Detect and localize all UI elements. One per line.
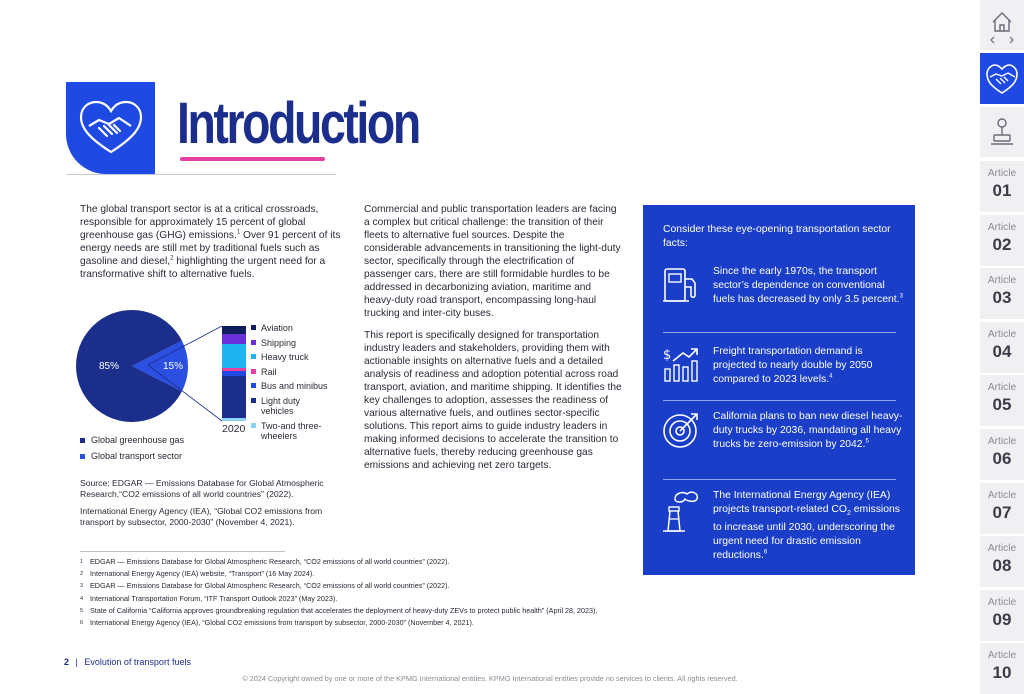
- footnote-number: 4: [80, 595, 84, 602]
- footnote-number: 6: [80, 620, 84, 627]
- connector-top: [148, 326, 222, 365]
- fact-divider: [663, 400, 896, 401]
- fact-text-body: Freight transportation demand is projected to nearly double by 2050 compared to 2023 levels.: [713, 346, 873, 385]
- footnote-number: 1: [80, 559, 84, 565]
- footnote-ref: 3: [899, 293, 903, 300]
- nav-article-number: 03: [992, 288, 1012, 308]
- nav-article-04[interactable]: [980, 322, 1024, 373]
- subscript: 2: [846, 510, 851, 518]
- footnote-ref: 5: [865, 438, 869, 445]
- legend-item: [80, 448, 184, 464]
- facts-box: [643, 205, 915, 575]
- nav-article-label: Article: [987, 168, 1017, 179]
- nav-article-05[interactable]: [980, 375, 1024, 426]
- chart-source: [80, 478, 355, 534]
- nav-overview-button[interactable]: [980, 107, 1024, 157]
- nav-article-09[interactable]: [980, 590, 1024, 641]
- legend-swatch: [251, 383, 256, 388]
- bar-segment-two-and-three-wheelers: [222, 418, 246, 421]
- svg-text:$: $: [663, 348, 672, 363]
- legend-label: Light duty vehicles: [261, 395, 301, 416]
- source-line-1: Source: EDGAR — Emissions Database for Global Atmospheric Research,“CO2 emissions of all world countries” (2022).: [80, 478, 324, 499]
- nav-article-02[interactable]: [980, 215, 1024, 266]
- legend-item: [251, 338, 331, 349]
- bar-category-label: 2020: [222, 423, 246, 435]
- footnote-ref: 2: [170, 255, 174, 262]
- legend-item: [251, 421, 331, 442]
- body-paragraph-2: This report is specifically designed for transportation industry leaders and stakeholders, providing them with actionable insights on alternative fuels and a detailed analysis of readiness and adoption potential across road transport, aviation, and maritime shipping. It identifies the key challenges to adoption, assesses the readiness of various alternative fuels, and outlines sector-specific solutions. This report aims to guide industry leaders in making informed decisions to accelerate the transition to alternative fuels, thereby reducing greenhouse gas emissions and achieving net zero targets.: [364, 330, 622, 471]
- page-number: 2: [64, 657, 70, 667]
- nav-introduction-button[interactable]: [980, 53, 1024, 104]
- legend-swatch: [251, 325, 256, 330]
- bar-segment-shipping: [222, 334, 246, 344]
- chart-connector-lines: [0, 0, 260, 440]
- prev-arrow-icon[interactable]: [991, 37, 994, 43]
- home-icon: [980, 0, 1024, 50]
- nav-article-10[interactable]: [980, 643, 1024, 694]
- footnote-text: International Energy Agency (IEA), “Global CO2 emissions from transport by subsector, 2000-2030” (November 4, 2021).: [90, 618, 474, 628]
- next-arrow-icon[interactable]: [1010, 37, 1013, 43]
- footnote-number: 5: [80, 607, 84, 614]
- footnote-ref: 6: [763, 549, 768, 556]
- nav-article-number: 07: [992, 502, 1012, 522]
- nav-article-number: 04: [992, 341, 1012, 361]
- footnote-item: [80, 593, 597, 605]
- source-line-2: International Energy Agency (IEA), “Global CO2 emissions from transport by subsector, 2000-2030” (November 4, 2021).: [80, 506, 323, 527]
- bar-segment-aviation: [222, 326, 246, 334]
- joystick-icon: [980, 107, 1024, 157]
- nav-article-07[interactable]: [980, 483, 1024, 534]
- legend-item: [251, 381, 331, 392]
- nav-article-label: Article: [987, 221, 1017, 233]
- legend-swatch: [251, 398, 256, 403]
- nav-article-06[interactable]: [980, 429, 1024, 480]
- fact-text-body: Since the early 1970s, the transport sector’s dependence on conventional fuels has decreased by only 3.5 percent.: [713, 266, 900, 305]
- legend-label: Heavy truck: [261, 352, 309, 362]
- legend-label: Aviation: [261, 323, 293, 333]
- legend-swatch: [80, 454, 85, 459]
- footnote-text: EDGAR — Emissions Database for Global Atmospheric Research, “CO2 emissions of all world countries” (2022).: [90, 581, 450, 591]
- nav-article-03[interactable]: [980, 268, 1024, 319]
- nav-article-label: Article: [987, 275, 1017, 287]
- growth-chart-icon: [661, 345, 701, 385]
- legend-item: [251, 352, 331, 363]
- fact-text-body: The International Energy Agency (IEA) projects transport-related CO: [713, 490, 891, 515]
- nav-article-number: 02: [992, 234, 1012, 254]
- page-title: Introduction: [177, 91, 419, 156]
- footnote-text: EDGAR — Emissions Database for Global Atmospheric Research, “CO2 emissions of all world countries” (2022).: [90, 557, 450, 566]
- footer-separator: |: [75, 657, 78, 667]
- footnote-divider: [80, 551, 285, 552]
- nav-home-button[interactable]: [980, 0, 1024, 50]
- nav-article-number: 09: [992, 609, 1012, 629]
- pie-label-transport: 15%: [163, 361, 184, 372]
- footnote-text: State of California “California approves groundbreaking regulation that accelerates the deployment of heavy-duty ZEVs to protect public health” (April 28, 2023).: [90, 605, 598, 615]
- footnote-text: International Energy Agency (IEA) website, “Transport” (16 May 2024).: [90, 569, 315, 579]
- nav-article-number: 06: [992, 449, 1012, 468]
- nav-article-number: 01: [992, 181, 1012, 200]
- legend-label: Bus and minibus: [261, 381, 328, 391]
- legend-item: [251, 396, 331, 417]
- legend-label: Rail: [261, 366, 277, 377]
- legend-label: Shipping: [261, 337, 297, 348]
- footnote-ref: 4: [829, 373, 833, 380]
- fact-text: [713, 489, 903, 563]
- legend-item: [251, 323, 331, 334]
- bar-segment-light-duty-vehicles: [222, 376, 246, 418]
- nav-article-number: 05: [992, 395, 1012, 415]
- page-footer: [64, 657, 191, 667]
- footnote-item: [80, 617, 597, 629]
- legend-swatch: [251, 340, 256, 345]
- legend-swatch: [251, 369, 256, 374]
- legend-label: Global greenhouse gas: [91, 435, 185, 445]
- nav-article-label: Article: [987, 650, 1017, 662]
- footnote-item: [80, 580, 597, 592]
- nav-article-08[interactable]: [980, 536, 1024, 587]
- target-icon: [661, 410, 701, 450]
- nav-article-label: Article: [987, 382, 1017, 394]
- legend-swatch: [251, 423, 256, 428]
- nav-article-label: Article: [987, 436, 1017, 447]
- intro-text-1: The global transport sector is at a critical crossroads, responsible for approximately 15 percent of global greenhouse gas (GHG) emissions.: [80, 204, 319, 241]
- intro-text-2: Over 91 percent of its energy needs are still met by traditional fuels such as gasoline and diesel,: [80, 230, 341, 267]
- body-paragraph-1: Commercial and public transportation leaders are facing a complex but critical challenge: the transition of their fleets to alternative fuel sources. Despite the considerable advancements in transitioning the light-duty sector, specifically through the electrification of passenger cars, there are still formidable hurdles to be addressed in decarbonizing aviation, maritime and heavy-duty road transport, encompassing long-haul trucking and inter-city buses.: [364, 204, 621, 319]
- nav-article-01[interactable]: [980, 161, 1024, 212]
- fact-text-body-2: emissions to increase until 2030, underscoring the urgent need for drastic emission reductions.: [713, 504, 900, 562]
- fact-text: [713, 345, 903, 387]
- nav-article-label: Article: [987, 328, 1017, 340]
- fact-divider: [663, 479, 896, 480]
- nav-article-label: Article: [987, 489, 1017, 501]
- transport-subsector-stacked-bar: [222, 326, 246, 421]
- facts-intro: Consider these eye-opening transportation sector facts:: [663, 224, 891, 249]
- fact-text: [713, 410, 903, 452]
- legend-label: Global transport sector: [91, 451, 183, 461]
- pie-label-ghg: 85%: [99, 361, 120, 372]
- legend-swatch: [251, 354, 256, 359]
- intro-text-3: highlighting the urgent need for a transformative shift to alternative fuels.: [80, 256, 326, 280]
- handshake-heart-icon: [980, 53, 1024, 104]
- connector-bottom: [148, 365, 222, 421]
- footnote-text: International Transportation Forum, “ITF Transport Outlook 2023” (May 2023).: [90, 593, 338, 603]
- nav-article-label: Article: [987, 596, 1017, 608]
- footnote-number: 3: [80, 583, 84, 590]
- footnotes: [80, 556, 597, 629]
- nav-article-number: 08: [992, 556, 1012, 576]
- footnote-item: [80, 568, 597, 580]
- bar-segment-heavy-truck: [222, 344, 246, 368]
- fact-divider: [663, 332, 896, 333]
- fact-text: [713, 265, 903, 307]
- nav-article-number: 10: [992, 663, 1012, 683]
- legend-label: Two-and three-wheelers: [261, 420, 322, 441]
- fact-text-body: California plans to ban new diesel heavy-duty trucks by 2036, mandating all heavy trucks be zero-emission by 2042.: [713, 411, 903, 450]
- factory-smoke-icon: [661, 489, 701, 533]
- body-column-2: [364, 203, 622, 481]
- footnote-ref: 1: [236, 229, 241, 236]
- legend-item: [251, 367, 331, 378]
- footnote-number: 2: [80, 571, 84, 578]
- footnote-item: [80, 556, 597, 568]
- copyright: © 2024 Copyright owned by one or more of the KPMG International entities. KPMG International entities provide no services to clients. All rights reserved.: [242, 674, 738, 683]
- bar-legend: [251, 323, 331, 446]
- footnote-item: [80, 605, 597, 617]
- fuel-pump-icon: [661, 265, 701, 305]
- side-navigation: [980, 0, 1024, 694]
- nav-article-label: Article: [987, 543, 1017, 555]
- section-name[interactable]: Evolution of transport fuels: [84, 657, 191, 667]
